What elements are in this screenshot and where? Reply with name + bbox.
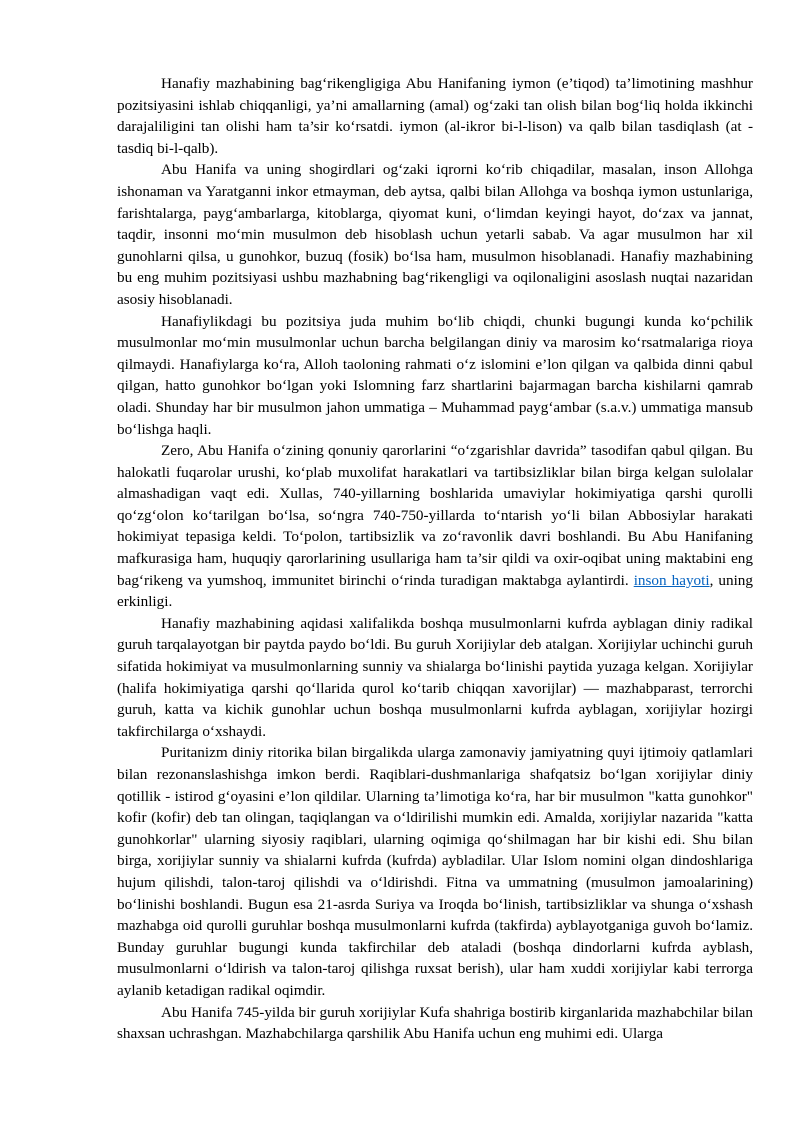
document-page xyxy=(117,73,753,1045)
inson-hayoti-link[interactable]: inson hayoti xyxy=(633,571,710,589)
paragraph-5: Hanafiy mazhabining aqidasi xalifalikda boshqa musulmonlarni kufrda ayblagan diniy radikal guruh tarqalayotgan bir paytda paydo bo‘ldi. Bu guruh Xorijiylar deb atalgan. Xorijiylar uchinchi guruh sifatida hokimiyat va musulmonlarning sunniy va shialarga bo‘linishi paytida yuzaga kelgan. Xorijiylar (halifa hokimiyatiga qarshi qo‘llarida qurol ko‘tarib chiqqan xavorijlar) — mazhabparast, terrorchi guruh, katta va kichik gunohlar uchun boshqa musulmonlarni kufrda ayblagan, xorijiylar hozirgi takfirchilarga o‘xshaydi. xyxy=(117,614,753,740)
paragraph-7: Abu Hanifa 745-yilda bir guruh xorijiylar Kufa shahriga bostirib kirganlarida mazhabchilar bilan shaxsan uchrashgan. Mazhabchilarga qarshilik Abu Hanifa uchun eng muhimi edi. Ularga xyxy=(117,1003,753,1043)
paragraph-6: Puritanizm diniy ritorika bilan birgalikda ularga zamonaviy jamiyatning quyi ijtimoiy qatlamlari bilan rezonanslashishga imkon berdi. Raqiblari-dushmanlariga shafqatsiz bo‘lgan xorijiylar diniy qotillik - istirod g‘oyasini e’lon qildilar. Ularning ta’limotiga ko‘ra, har bir musulmon "katta gunohkor" kofir (kofir) deb tan olingan, taqiqlangan va o‘ldirilishi mumkin edi. Amalda, xorijiylar nazarida "katta gunohkorlar" ularning siyosiy raqiblari, ularning oqimiga qo‘shilmagan har bir kishi edi. Shu bilan birga, xorijiylar sunniy va shialarni kufrda (kufrda) aybladilar. Ular Islom nomini olgan dindoshlariga hujum qilishdi, talon-taroj qilishdi va o‘ldirishdi. Fitna va ummatning (musulmon jamoalarining) bo‘linishi boshlandi. Bugun esa 21-asrda Suriya va Iroqda bo‘linish, tartibsizliklar va shunga o‘xshash mazhabga oid qurolli guruhlar boshqa musulmonlarni kufrda (takfirda) ayblayotganiga guvoh bo‘lamiz. Bunday guruhlar bugungi kunda takfirchilar deb ataladi (boshqa dindorlarni kufrda ayblash, musulmonlarni o‘ldirish va talon-taroj qilishga ruxsat berish), ular ham xuddi xorijiylar kabi terrorga aylanib ketadigan radikal oqimdir. xyxy=(117,744,753,999)
paragraph-2: Abu Hanifa va uning shogirdlari og‘zaki iqrorni ko‘rib chiqadilar, masalan, inson Allohga ishonaman va Yaratganni inkor etmayman, deb aytsa, qalbi bilan Allohga va boshqa iymon ustunlariga, farishtalarga, payg‘ambarlarga, kitoblarga, qiyomat kuni, o‘limdan keyingi hayot, do‘zax va jannat, taqdir, insonni mo‘min musulmon deb hisoblash uchun yetarli sabab. Va agar musulmon har xil gunohlarni qilsa, u gunohkor, buzuq (fosik) bo‘lsa ham, musulmon hisoblanadi. Hanafiy mazhabining bu eng muhim pozitsiyasi ushbu mazhabning bag‘rikengligi va oqilonaligini asoslash nuqtai nazaridan asosiy hisoblanadi. xyxy=(117,161,753,308)
paragraph-1: Hanafiy mazhabining bag‘rikengligiga Abu Hanifaning iymon (e’tiqod) ta’limotining mashhur pozitsiyasini ishlab chiqqanligi, ya’ni amallarning (amal) og‘zaki tan olish bilan bog‘liq holda ikkinchi darajaliligini tan olishi ham ta’sir ko‘rsatdi. iymon (al-ikror bi-l-lison) va qalb bilan tasdiqlash (at -tasdiq bi-l-qalb). xyxy=(117,75,753,157)
paragraph-3: Hanafiylikdagi bu pozitsiya juda muhim bo‘lib chiqdi, chunki bugungi kunda ko‘pchilik musulmonlar mo‘min musulmonlar uchun barcha belgilangan diniy va marosim ko‘rsatmalariga rioya qilmaydi. Hanafiylarga ko‘ra, Alloh taoloning rahmati o‘z islomini e’lon qilgan va qalbida dinni qabul qilgan, hatto gunohkor bo‘lgan yoki Islomning farz shartlarini bajarmagan barcha kishilarni qamrab oladi. Shunday har bir musulmon jahon ummatiga – Muhammad payg‘ambar (s.a.v.) ummatiga mansub bo‘lishga haqli. xyxy=(117,312,753,438)
paragraph-4-tail: , uning erkinligi. xyxy=(117,571,753,611)
paragraph-4-text: Zero, Abu Hanifa o‘zining qonuniy qarorlarini “o‘zgarishlar davrida” tasodifan qabul qilgan. Bu halokatli fuqarolar urushi, ko‘plab muxolifat harakatlari va tartibsizliklar bilan birga kelgan sulolalar almashadigan vaqt edi. Xullas, 740-yillarning boshlarida umaviylar hokimiyatiga qarshi qurolli qo‘zg‘olon ko‘tarilgan bo‘lsa, so‘ngra 740-750-yillarda to‘ntarish yo‘li bilan Abbosiylar harakati hokimiyat tepasiga keldi. To‘polon, tartibsizlik va zo‘ravonlik davri boshlandi. Bu Abu Hanifaning mafkurasiga ham, huquqiy qarorlarining usullariga ham ta’sir qildi va oxir-oqibat uning maktabini eng bag‘rikeng va yumshoq, immunitet birinchi o‘rinda turadigan maktabga aylantirdi. xyxy=(117,442,753,589)
paragraph-4 xyxy=(117,440,753,613)
